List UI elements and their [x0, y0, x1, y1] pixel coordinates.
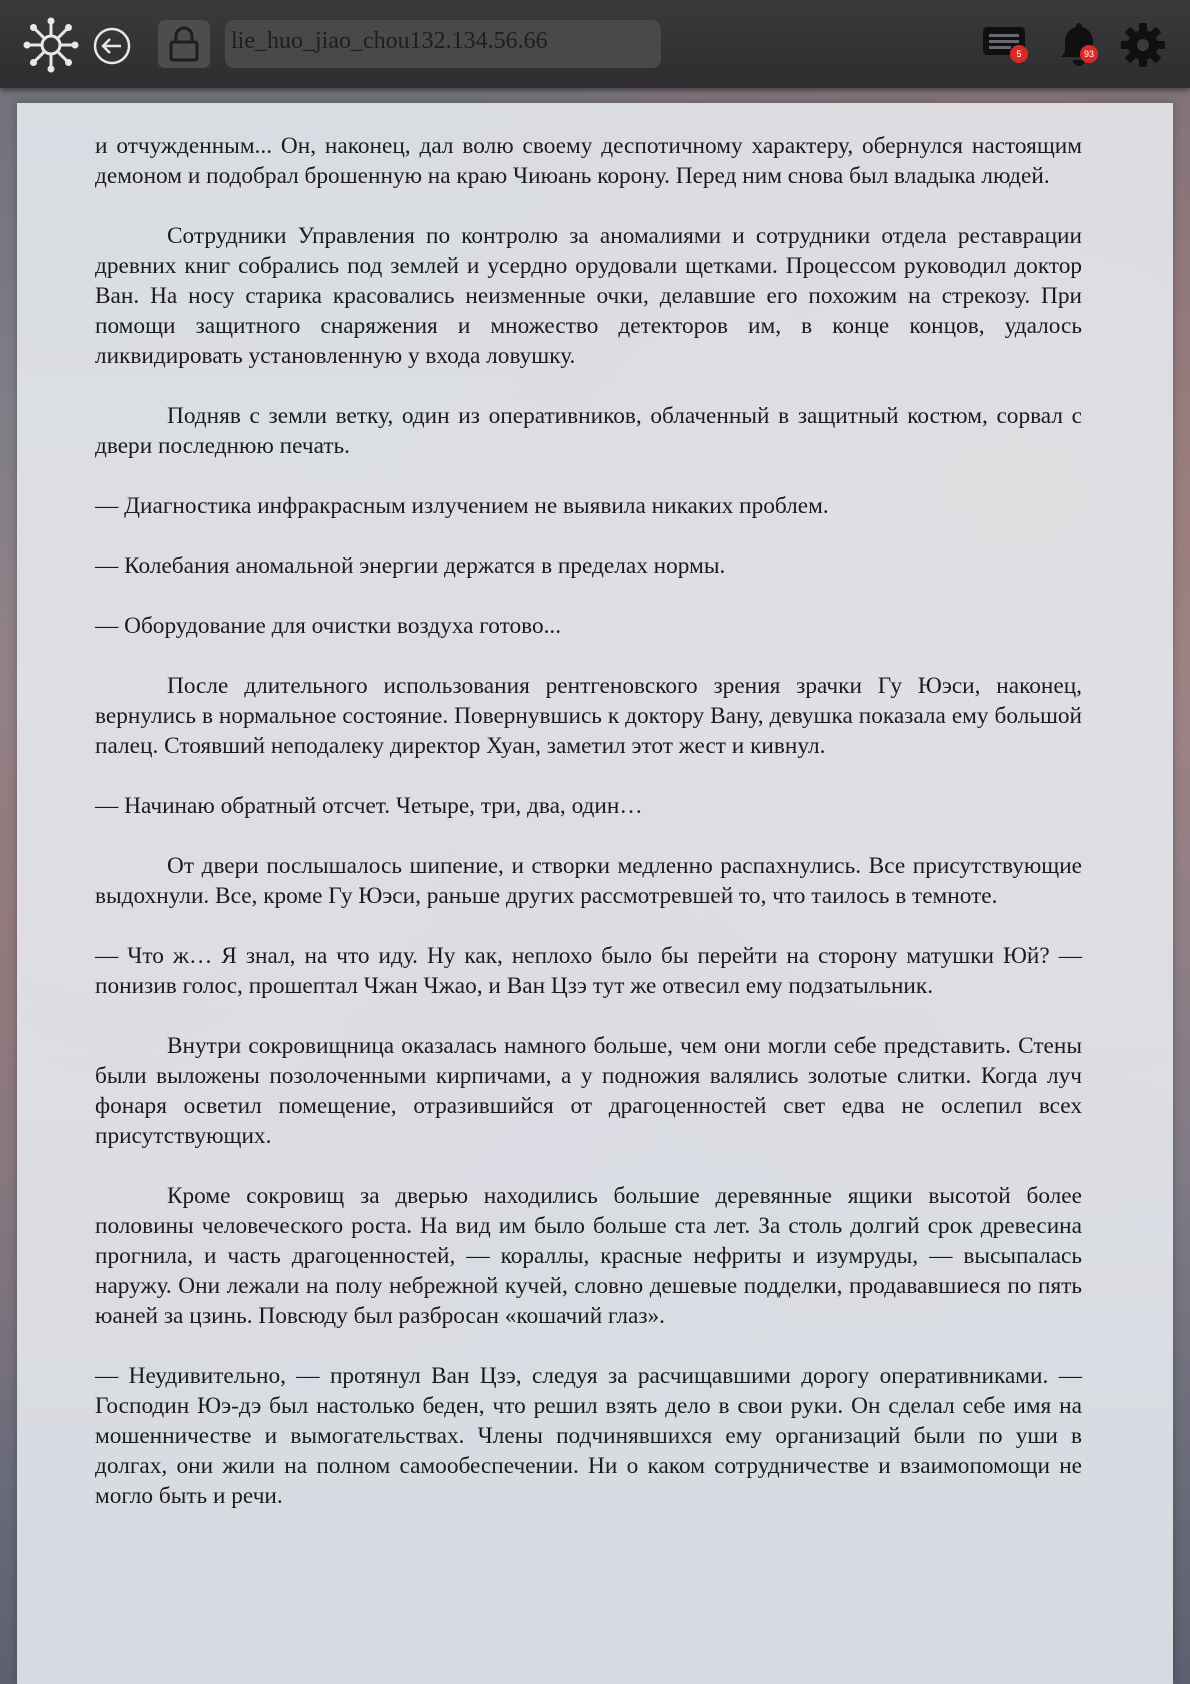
paragraph: После длительного использования рентгеновского зрения зрачки Гу Юэси, наконец, вернулись в нормальное состояние. Повернувшись к доктору Вану, девушка показала ему большой палец. Стоявший неподалеку директор Хуан, заметил этот жест и кивнул. [95, 673, 1082, 759]
paragraph: — Начинаю обратный отсчет. Четыре, три, два, один… [95, 793, 643, 819]
paragraph: и отчужденным... Он, наконец, дал волю своему деспотичному характеру, обернулся настоящим демоном и подобрал брошенную на краю Чиюань корону. Перед ним снова был владыка людей. [95, 133, 1082, 189]
reading-panel [17, 103, 1173, 1684]
messages-badge: 5 [1010, 45, 1028, 63]
network-hub-icon[interactable] [22, 16, 80, 74]
top-bar [0, 0, 1190, 88]
lock-icon[interactable] [158, 20, 210, 68]
paragraph: Подняв с земли ветку, один из оперативников, облаченный в защитный костюм, сорвал с двери последнюю печать. [95, 403, 1082, 459]
paragraph: От двери послышалось шипение, и створки медленно распахнулись. Все присутствующие выдохнули. Все, кроме Гу Юэси, раньше других рассмотревшей то, что таилось в темноте. [95, 853, 1082, 909]
paragraph: Сотрудники Управления по контролю за аномалиями и сотрудники отдела реставрации древних книг собрались под землей и усердно орудовали щетками. Процессом руководил доктор Ван. На носу старика красовались неизменные очки, делавшие его похожим на стрекозу. При помощи защитного снаряжения и множество детекторов им, в конце концов, удалось ликвидировать установленную у входа ловушку. [95, 223, 1082, 369]
gear-icon[interactable] [1118, 20, 1168, 70]
address-field[interactable]: lie_huo_jiao_chou132.134.56.66 [225, 20, 661, 68]
chapter-text [95, 131, 1082, 1511]
paragraph: — Неудивительно, — протянул Ван Цзэ, следуя за расчищавшими дорогу оперативниками. — Господин Юэ-дэ был настолько беден, что решил взять дело в свои руки. Он сделал себе имя на мошенничестве и вымогательствах. Члены подчинявшихся ему организаций были по уши в долгах, они жили на полном самообеспечении. Ни о каком сотрудничестве и взаимопомощи не могло быть и речи. [95, 1363, 1082, 1509]
paragraph: — Колебания аномальной энергии держатся в пределах нормы. [95, 553, 726, 579]
paragraph: Кроме сокровищ за дверью находились большие деревянные ящики высотой более половины человеческого роста. На вид им было больше ста лет. За столь долгий срок древесина прогнила, и часть драгоценностей, — кораллы, красные нефриты и изумруды, — высыпалась наружу. Они лежали на полу небрежной кучей, словно дешевые подделки, продававшиеся по пять юаней за цзинь. Повсюду был разбросан «кошачий глаз». [95, 1183, 1082, 1329]
back-arrow-icon[interactable] [92, 26, 132, 66]
paragraph: — Диагностика инфракрасным излучением не выявила никаких проблем. [95, 493, 829, 519]
paragraph: Внутри сокровищница оказалась намного больше, чем они могли себе представить. Стены были выложены позолоченными кирпичами, а у подножия валялись золотые слитки. Когда луч фонаря осветил помещение, отразившийся от драгоценностей свет едва не ослепил всех присутствующих. [95, 1033, 1082, 1149]
paragraph: — Что ж… Я знал, на что иду. Ну как, неплохо было бы перейти на сторону матушки Юй? — понизив голос, прошептал Чжан Чжао, и Ван Цзэ тут же отвесил ему подзатыльник. [95, 943, 1082, 999]
paragraph: — Оборудование для очистки воздуха готово... [95, 613, 562, 639]
notifications-badge: 93 [1080, 45, 1098, 63]
bell-icon[interactable] [1054, 18, 1104, 68]
